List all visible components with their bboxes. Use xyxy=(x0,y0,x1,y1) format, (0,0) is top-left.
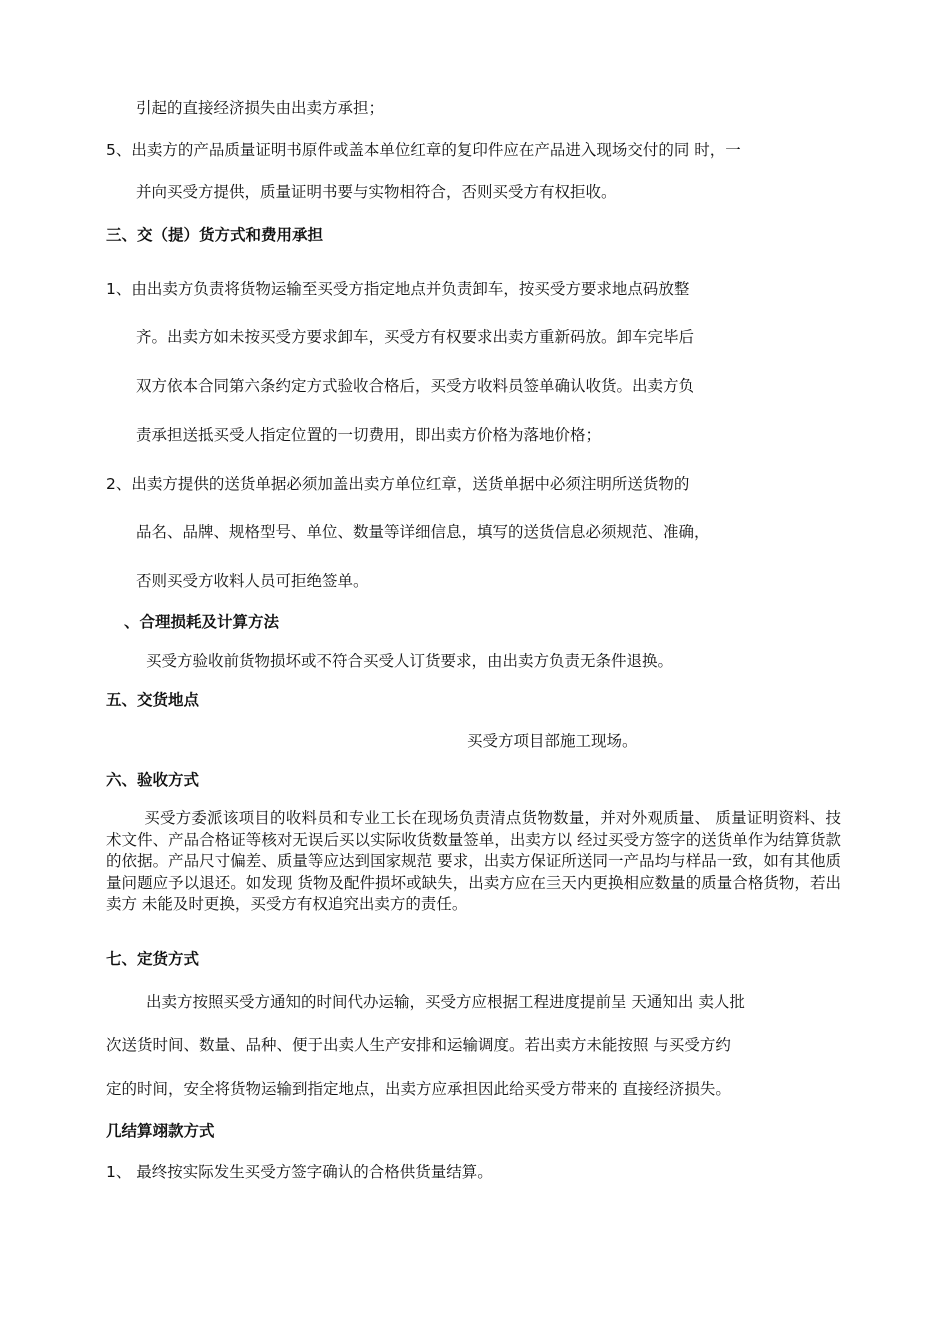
text-line: 出卖方按照买受方通知的时间代办运输，买受方应根据工程进度提前呈 天通知出 卖人批 xyxy=(146,993,745,1011)
text-line: 1、 最终按实际发生买受方签字确认的合格供货量结算。 xyxy=(106,1163,493,1181)
text-line: 买受方验收前货物损坏或不符合买受人订货要求，由出卖方负责无条件退换。 xyxy=(146,652,674,670)
section-heading: 三、交（提）货方式和费用承担 xyxy=(106,226,324,244)
text-line: 次送货时间、数量、品种、便于出卖人生产安排和运输调度。若出卖方未能按照 与买受方约 xyxy=(106,1036,731,1054)
section-heading: 七、定货方式 xyxy=(106,950,200,968)
text-line: 双方依本合同第六条约定方式验收合格后，买受方收料员签单确认收货。出卖方负 xyxy=(136,377,695,395)
paragraph-text: 买受方委派该项目的收料员和专业工长在现场负责清点货物数量，并对外观质量、 质量证明资料、技术文件、产品合格证等核对无误后买以实际收货数量签单，出卖方以 经过买受方签字的送货单作为结算货款的依据。产品尺寸偏差、质量等应达到国家规范 要求，出卖方保证所送同一产品均与样品一致，如有其他质量问题应予以退还。如发现 货物及配件损坏或缺失，出卖方应在亖天内更换相应数量的质量合格货物，若出卖方 未能及时更换，买受方有权追究出卖方的责任。 xyxy=(106,809,841,913)
section-heading: 六、验收方式 xyxy=(106,771,200,789)
section-heading: 几结算翊款方式 xyxy=(106,1122,215,1140)
text-line: 2、出卖方提供的送货单据必须加盖出卖方单位红章，送货单据中必须注明所送货物的 xyxy=(106,475,690,493)
text-line: 责承担送抵买受人指定位置的一切费用，即出卖方价格为落地价格； xyxy=(136,426,602,444)
text-line: 齐。出卖方如未按买受方要求卸车，买受方有权要求出卖方重新码放。卸车完毕后 xyxy=(136,328,695,346)
section-heading: 、合理损耗及计算方法 xyxy=(124,613,280,631)
text-line: 并向买受方提供，质量证明书要与实物相符合，否则买受方有权拒收。 xyxy=(136,183,617,201)
text-line: 品名、品牌、规格型号、单位、数量等详细信息，填写的送货信息必须规范、准确， xyxy=(136,523,710,541)
text-line: 否则买受方收料人员可拒绝签单。 xyxy=(136,572,369,590)
text-line: 5、出卖方的产品质量证明书原件或盖本单位红章的复印件应在产品进入现场交付的同 时，一 xyxy=(106,141,741,159)
paragraph xyxy=(106,808,841,916)
section-heading: 五、交货地点 xyxy=(106,691,200,709)
text-line: 1、由出卖方负责将货物运输至买受方指定地点并负责卸车，按买受方要求地点码放整 xyxy=(106,280,690,298)
text-line: 买受方项目部施工现场。 xyxy=(467,732,638,750)
text-line: 引起的直接经济损失由出卖方承担； xyxy=(136,99,385,117)
text-line: 定的时间，安全将货物运输到指定地点，出卖方应承担因此给买受方带来的 直接经济损失。 xyxy=(106,1080,731,1098)
